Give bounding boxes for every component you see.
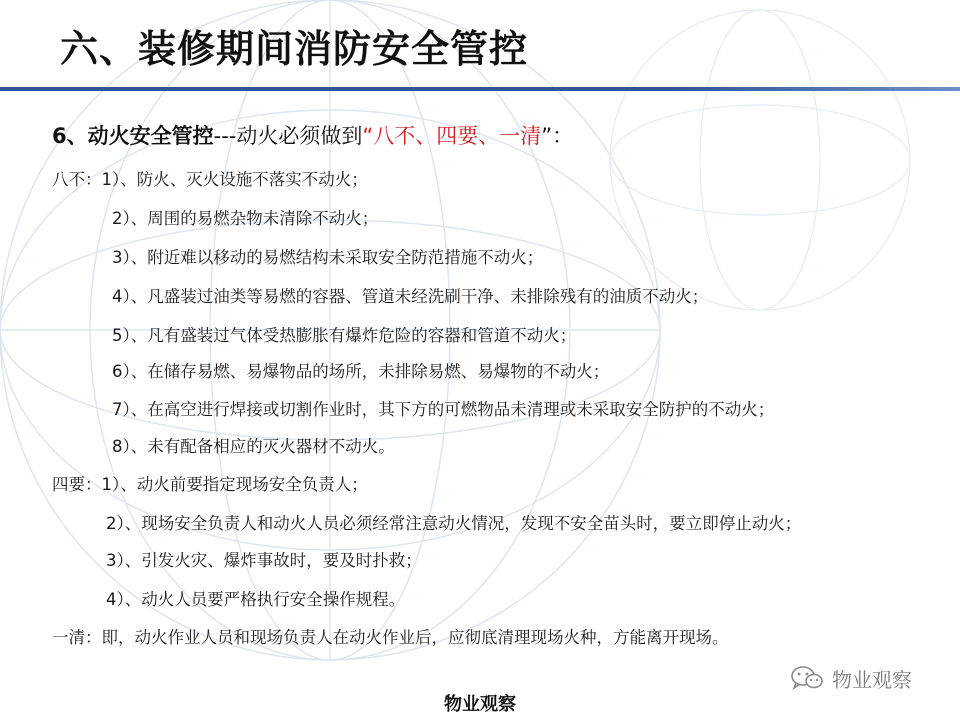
watermark [790,664,912,692]
subtitle-bold: 6、动火安全管控 [52,124,214,148]
subtitle-open-quote: “ [362,124,374,148]
subtitle-dashes: ---动火必须做到 [213,124,363,148]
ba-bu-item: 4）、凡盛装过油类等易燃的容器、管道未经洗刷干净、未排除残有的油质不动火； [112,287,709,306]
ba-bu-item: 2）、周围的易燃杂物未清除不动火； [112,209,379,228]
list-item [52,471,368,495]
title-underline [0,87,960,91]
section-subtitle [52,120,573,150]
ba-bu-item: 8）、未有配备相应的灭火器材不动火。 [112,437,395,456]
watermark-text: 物业观察 [832,667,912,692]
ba-bu-item: 5）、凡有盛装过气体受热膨胀有爆炸危险的容器和管道不动火； [112,326,577,345]
ba-bu-item: 7）、在高空进行焊接或切割作业时，其下方的可燃物品未清理或未采取安全防护的不动火； [112,400,775,419]
yi-qing-heading: 一清： [52,628,102,647]
si-yao-item: 2）、现场安全负责人和动火人员必须经常注意动火情况，发现不安全苗头时，要立即停止动火； [106,514,802,533]
list-item [52,166,368,190]
subtitle-close-quote: ”： [541,124,574,148]
ba-bu-item: 6）、在储存易燃、易爆物品的场所，未排除易燃、易爆物的不动火； [112,362,610,381]
si-yao-item: 1）、动火前要指定现场安全负责人； [101,475,368,494]
ba-bu-heading: 八不： [52,170,102,189]
si-yao-heading: 四要： [52,475,102,494]
si-yao-item: 4）、动火人员要严格执行安全操作规程。 [106,590,406,609]
si-yao-item: 3）、引发火灾、爆炸事故时，要及时扑救； [106,551,422,570]
wechat-icon [790,665,824,691]
footer-label: 物业观察 [444,694,516,715]
ba-bu-item: 3）、附近难以移动的易燃结构未采取安全防范措施不动火； [112,248,544,267]
yi-qing-text: 即，动火作业人员和现场负责人在动火作业后，应彻底清理现场火种，方能离开现场。 [101,628,729,647]
page-title: 六、装修期间消防安全管控 [60,27,529,71]
list-item [52,624,729,648]
ba-bu-item: 1）、防火、灭火设施不落实不动火； [101,170,368,189]
subtitle-highlight: 八不、四要、一清 [373,124,542,148]
